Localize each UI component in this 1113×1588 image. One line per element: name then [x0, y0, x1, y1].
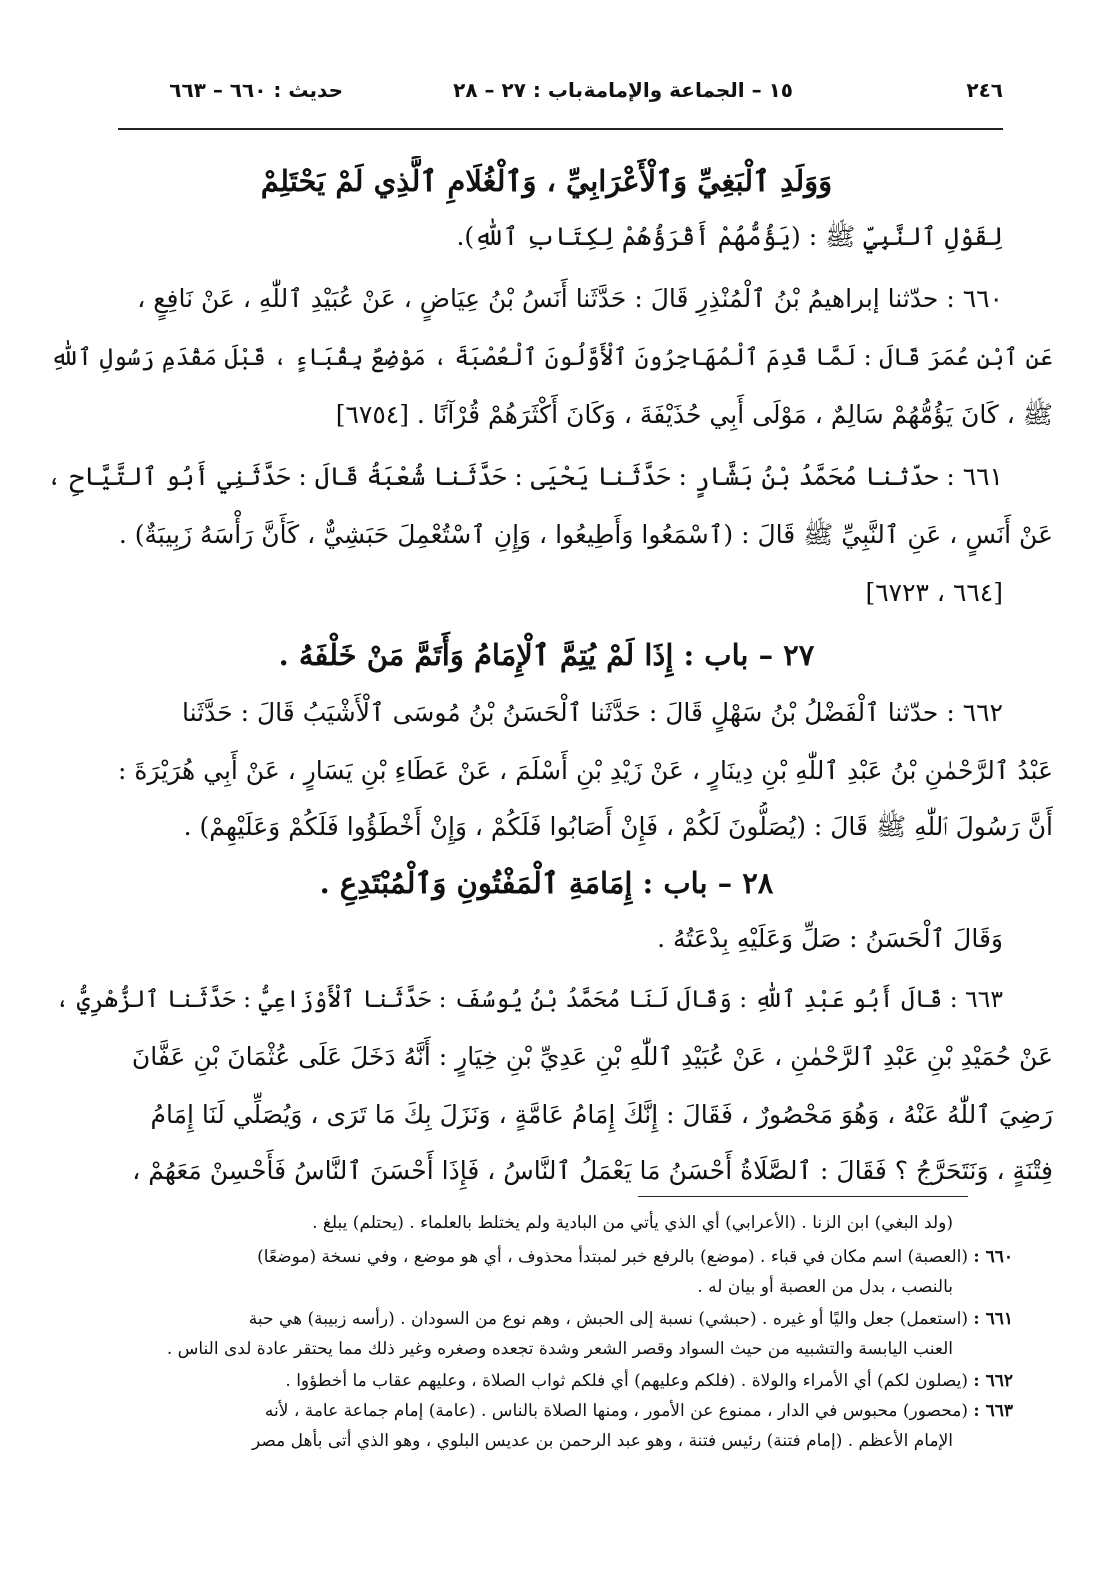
- bab-28-heading: ٢٨ – باب : إِمَامَةِ ٱلْمَفْتُونِ وَٱلْمُبْتَدِعِ .: [319, 866, 774, 900]
- text-line: ﷺ ، كَانَ يَؤُمُّهُمْ سَالِمٌ ، مَوْلَى أَبِي حُذَيْفَةَ ، وَكَانَ أَكْثَرَهُمْ قُرْآنًا . [٦٧٥٤]: [335, 400, 1053, 429]
- header-divider: [118, 128, 1003, 130]
- bab-range: باب : ٢٧ – ٢٨: [453, 78, 583, 102]
- footnote-number: ٦٦١ :: [973, 1309, 1013, 1329]
- footnote-line: ٦٦١ : (استعمل) جعل واليًا أو غيره . (حبشي) نسبة إلى الحبش ، وهم نوع من السودان . (رأسه زبيبة) هي حبة: [248, 1309, 1013, 1329]
- hadith-range: حديث : ٦٦٠ – ٦٦٣: [169, 78, 343, 102]
- text-line: عَنْ أَنَسٍ ، عَنِ ٱلنَّبِيِّ ﷺ قَالَ : (ٱسْمَعُوا وَأَطِيعُوا ، وَإِنِ ٱسْتُعْمِلَ حَبَشِيٌّ ، كَأَنَّ رَأْسَهُ زَبِيبَةٌ) .: [118, 520, 1053, 549]
- footnote-line: ٦٦٣ : (محصور) محبوس في الدار ، ممنوع عن الأمور ، ومنها الصلاة بالناس . (عامة) إمام جماعة عامة ، لأنه: [264, 1401, 1013, 1421]
- footnote-line: العنب اليابسة والتشبيه من حيث السواد وقصر الشعر وشدة تجعده وصغره وغير ذلك مما يحتقر عادة لدى الناس .: [166, 1339, 953, 1359]
- footnote-line: ٦٦٠ : (العصبة) اسم مكان في قباء . (موضع) بالرفع خبر لمبتدأ محذوف ، أي هو موضع ، وفي نسخة (موضعًا): [257, 1247, 1013, 1267]
- text-line: لِقَوْلِ ٱلنَّبِيِّ ﷺ : (يَؤُمُّهُمْ أَقْرَؤُهُمْ لِكِتَابِ ٱللّٰهِ).: [456, 222, 1003, 251]
- text-line: عَنِ ٱبْنِ عُمَرَ قَالَ : لَمَّا قَدِمَ ٱلْمُهَاجِرُونَ ٱلْأَوَّلُونَ ٱلْعُصْبَةَ ، مَوْضِعٌ بِقُبَاءٍ ، قَبْلَ مَقْدَمِ رَسُولِ ٱللّٰهِ: [50, 343, 1053, 371]
- footnote-divider: [638, 1196, 968, 1197]
- cross-reference: [٦٦٤ ، ٦٧٢٣]: [865, 578, 1003, 607]
- hadith-663-line: ٦٦٣ : قَالَ أَبُو عَبْدِ ٱللّٰهِ : وَقَالَ لَنَا مُحَمَّدُ بْنُ يُوسُفَ : حَدَّثَنا ٱلْأَوْزَاعِيُّ : حَدَّثَنا ٱلزُّهْرِيُّ ،: [55, 985, 1003, 1013]
- footnote-line: بالنصب ، بدل من العصبة أو بيان له .: [697, 1277, 953, 1297]
- bab-27-heading: ٢٧ – باب : إِذَا لَمْ يُتِمَّ ٱلْإِمَامُ وَأَتَمَّ مَنْ خَلْفَهُ .: [278, 638, 815, 672]
- text-line: فِتْنَةٍ ، وَنَتَحَرَّجُ ؟ فَقَالَ : ٱلصَّلَاةُ أَحْسَنُ مَا يَعْمَلُ ٱلنَّاسُ ، فَإِذَا أَحْسَنَ ٱلنَّاسُ فَأَحْسِنْ مَعَهُمْ ،: [132, 1156, 1053, 1185]
- footnote-number: ٦٦٣ :: [973, 1401, 1013, 1421]
- footnote-number: ٦٦٠ :: [973, 1247, 1013, 1267]
- hadith-660-line: ٦٦٠ : حدّثنا إبراهيمُ بْنُ ٱلْمُنْذِرِ قَالَ : حَدَّثَنا أَنَسُ بْنُ عِيَاضٍ ، عَنْ عُبَيْدِ ٱللّٰهِ ، عَنْ نَافِعٍ ،: [137, 284, 1003, 313]
- footnote-number: ٦٦٢ :: [973, 1371, 1013, 1391]
- running-header: [118, 78, 1003, 114]
- footnote-line: الإمام الأعظم . (إمام فتنة) رئيس فتنة ، وهو عبد الرحمن بن عديس البلوي ، وهو الذي أتى بأهل مصر: [252, 1431, 953, 1451]
- hadith-661-line: ٦٦١ : حدّثنا مُحَمَّدُ بْنُ بَشَّارٍ : حَدَّثَنا يَحْيَى : حَدَّثَنا شُعْبَةُ قَالَ : حَدَّثَنِي أَبُو ٱلتَّيَّاحِ ،: [46, 462, 1003, 491]
- footnote-line: (ولد البغي) ابن الزنا . (الأعرابي) أي الذي يأتي من البادية ولم يختلط بالعلماء . (يحتلم) يبلغ .: [312, 1213, 953, 1233]
- text-line: وَقَالَ ٱلْحَسَنُ : صَلِّ وَعَلَيْهِ بِدْعَتُهُ .: [657, 924, 1003, 953]
- chapter-title: ١٥ – الجماعة والإمامة: [583, 78, 793, 102]
- text-line: عَنْ حُمَيْدِ بْنِ عَبْدِ ٱلرَّحْمٰنِ ، عَنْ عُبَيْدِ ٱللّٰهِ بْنِ عَدِيِّ بْنِ خِيَارٍ : أَنَّهُ دَخَلَ عَلَى عُثْمَانَ بْنِ عَفَّانَ: [131, 1042, 1053, 1071]
- footnote-line: ٦٦٢ : (يصلون لكم) أي الأمراء والولاة . (فلكم وعليهم) أي فلكم ثواب الصلاة ، وعليهم عقاب ما أخطؤوا .: [285, 1371, 1013, 1391]
- text-line: عَبْدُ ٱلرَّحْمٰنِ بْنُ عَبْدِ ٱللّٰهِ بْنِ دِينَارٍ ، عَنْ زَيْدِ بْنِ أَسْلَمَ ، عَنْ عَطَاءِ بْنِ يَسَارٍ ، عَنْ أَبِي هُرَيْرَةَ :: [117, 756, 1053, 785]
- text-line: أَنَّ رَسُولَ ٱللّٰهِ ﷺ قَالَ : (يُصَلُّونَ لَكُمْ ، فَإِنْ أَصَابُوا فَلَكُمْ ، وَإِنْ أَخْطَؤُوا فَلَكُمْ وَعَلَيْهِمْ) .: [183, 812, 1053, 841]
- chapter-heading: وَوَلَدِ ٱلْبَغِيِّ وَٱلْأَعْرَابِيِّ ، وَٱلْغُلَامِ ٱلَّذِي لَمْ يَحْتَلِمْ: [260, 164, 833, 198]
- hadith-662-line: ٦٦٢ : حدّثنا ٱلْفَضْلُ بْنُ سَهْلٍ قَالَ : حَدَّثَنا ٱلْحَسَنُ بْنُ مُوسَى ٱلْأَشْيَبُ قَالَ : حَدَّثَنا: [182, 698, 1003, 727]
- page-number: ٢٤٦: [966, 78, 1003, 102]
- text-line: رَضِيَ ٱللّٰهُ عَنْهُ ، وَهُوَ مَحْصُورٌ ، فَقَالَ : إِنَّكَ إِمَامُ عَامَّةٍ ، وَنَزَلَ بِكَ مَا تَرَى ، وَيُصَلِّي لَنَا إِمَامُ: [150, 1100, 1053, 1129]
